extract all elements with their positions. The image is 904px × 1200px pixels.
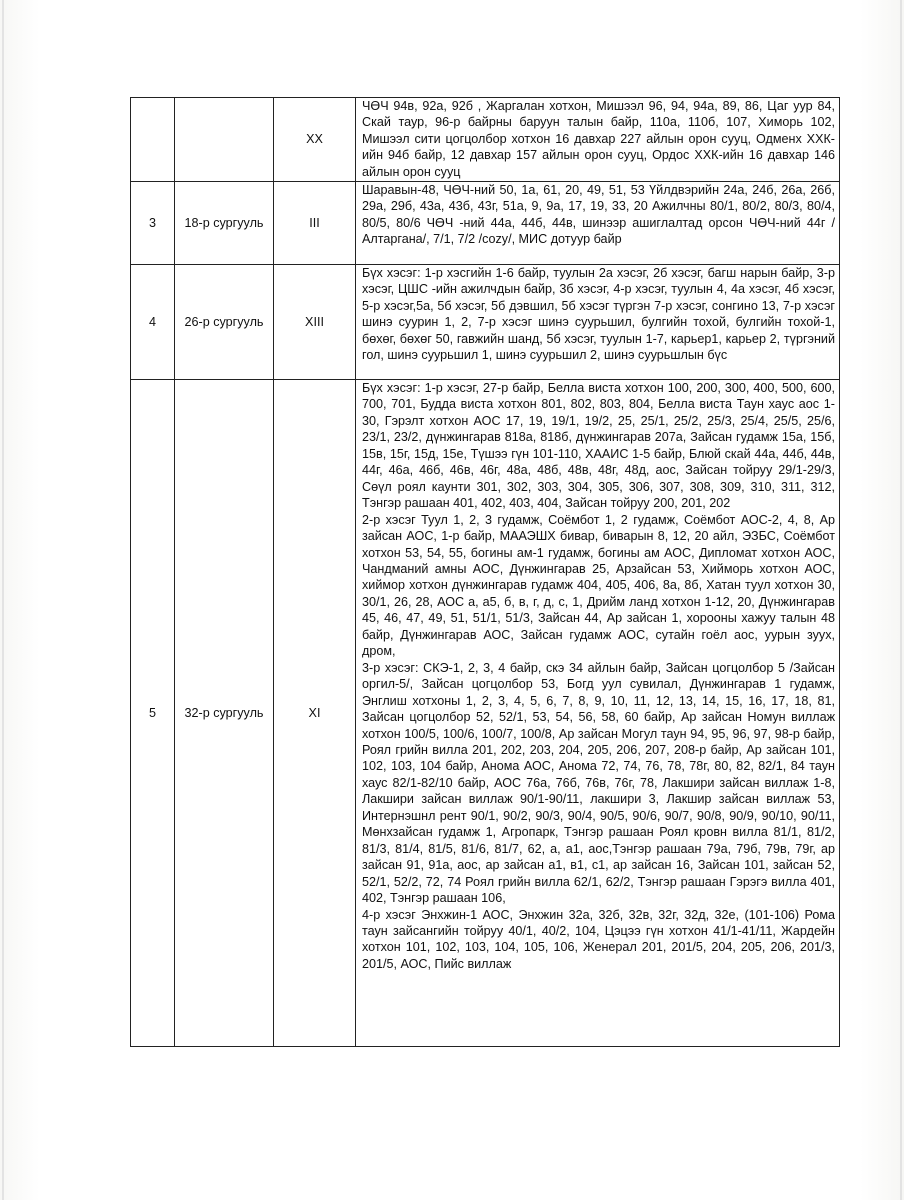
school-name: 26-р сургууль (175, 265, 274, 380)
district-numeral: XI (274, 380, 356, 1047)
service-area-text: 2-р хэсэг Туул 1, 2, 3 гудамж, Соёмбот 1, 2 гудамж, Соёмбот АОС-2, 4, 8, Ар зайсан АОС, 1-р байр, МААЭШХ бивар, биварын 8, 12, 20 айл, ЭЗБС, Соёмбот хотхон 53, 54, 55, богины ам-1 гудамж, богины ам АОС, Дипломат хотхон АОС, Чандманий амны АОС, Дүнжингарав 25, Арзайсан 53, Хийморь хотхон АОС, хиймор хотхон дүнжингарав гудамж 404, 405, 406, 8а, 8б, Хатан туул хотхон 30, 30/1, 26, 28, АОС а, а5, б, в, г, д, с, 1, Дрийм ланд хотхон 1-12, 20, Дүнжингарав 45, 46, 47, 49, 51, 51/1, 51/3, Зайсан 44, Ар зайсан 1, хорооны хажуу талын 48 байр, Дүнжингарав АОС, Зайсан гудамж АОС, сутайн гоёл аос, уурын зуух, дром, (362, 512, 835, 659)
district-numeral: III (274, 182, 356, 265)
district-numeral: XIII (274, 265, 356, 380)
row-number: 4 (131, 265, 175, 380)
table-row (131, 265, 840, 380)
scan-edge-right (900, 0, 902, 1200)
scan-edge-left (2, 0, 4, 1200)
service-area-text: Шаравын-48, ЧӨЧ-ний 50, 1а, 61, 20, 49, 51, 53 Үйлдвэрийн 24а, 24б, 26а, 26б, 29а, 29б, 43а, 43б, 43г, 51а, 9, 9а, 17, 19, 33, 20 Ажилчны 80/1, 80/2, 80/3, 80/4, 80/5, 80/6 ЧӨЧ -ний 44а, 44б, 44в, шинээр ашиглалтад орсон ЧӨЧ-ний 44г /Алтаргана/, 7/1, 7/2 /cozy/, МИС дотуур байр (362, 183, 835, 247)
service-area-text: Бүх хэсэг: 1-р хэсгийн 1-6 байр, туулын 2а хэсэг, 2б хэсэг, багш нарын байр, 3-р хэсэг, ЦШС -ийн ажилчдын байр, 3б хэсэг, 4-р хэсэг, туулын 4, 4а хэсэг, 4б хэсэг, 5-р хэсэг,5а, 5б хэсэг, 5б дэвшил, 5б хэсэг түргэн 7-р хэсэг, сонгино 13, 7-р хэсэг шинэ суурин 1, 2, 7-р хэсэг шинэ суурьшил, булгийн тохой, булгийн тохой-1, бөхөг, бөхөг 50, гавжийн шанд, 5б хэсэг, туулын 1-7, карьер1, карьер 2, түргэний гол, шинэ суурьшил 1, шинэ суурьшил 2, шинэ суурьшлын бүс (362, 266, 835, 363)
service-area-cell (356, 98, 840, 182)
service-area-cell (356, 380, 840, 1047)
table-row (131, 182, 840, 265)
row-number (131, 98, 175, 182)
service-area-text: 4-р хэсэг Энхжин-1 АОС, Энхжин 32а, 32б, 32в, 32г, 32д, 32е, (101-106) Рома таун зайсангийн тойруу 40/1, 40/2, 104, Цэцээ гүн хотхон 41/1-41/11, Жардейн хотхон 101, 102, 103, 104, 105, 106, Женерал 201, 201/5, 204, 205, 206, 201/3, 201/5, АОС, Пийс виллаж (362, 907, 835, 971)
school-district-table (130, 97, 840, 1047)
service-area-text: 3-р хэсэг: СКЭ-1, 2, 3, 4 байр, скэ 34 айлын байр, Зайсан цогцолбор 5 /Зайсан оргил-5/, Зайсан цогцолбор 53, Богд уул сувилал, Дүнжингарав 1 гудамж, Энглиш хотхоны 1, 2, 3, 4, 5, 6, 7, 8, 9, 10, 11, 12, 13, 14, 15, 16, 17, 18, 81, Зайсан цогцолбор 52, 52/1, 53, 54, 56, 58, 60 байр, Ар зайсан Номун виллаж хотхон 100/5, 100/6, 100/7, 100/8, Ар зайсан Могул таун 94, 95, 96, 97, 98-р байр, Роял грийн вилла 201, 202, 203, 204, 205, 206, 207, 208-р байр, Ар зайсан 101, 102, 103, 104 байр, Анома АОС, Анома 72, 74, 76, 78, 78г, 80, 82, 82/1, 84 таун хаус 82/1-82/10 байр, АОС 76а, 76б, 76в, 76г, 78, Лакшири зайсан виллаж 1-8, Лакшири зайсан виллаж 90/1-90/11, лакшири 3, Лакшир зайсан виллаж 53, Интернэшнл рент 90/1, 90/2, 90/3, 90/4, 90/5, 90/6, 90/7, 90/8, 90/9, 90/10, 90/11, Мөнхзайсан гудамж 1, Агропарк, Тэнгэр рашаан Роял кровн вилла 81/1, 81/2, 81/3, 81/4, 81/5, 81/6, 81/7, 62, а, а1, аос,Тэнгэр рашаан 79а, 79б, 79в, 79г, ар зайсан 91, 91а, аос, ар зайсан а1, в1, с1, ар зайсан 16, Зайсан 101, зайсан 52, 52/1, 52/2, 72, 74 Роял грийн вилла 62/1, 62/2, Тэнгэр рашаан Гэрэгэ вилла 401, 402, Тэнгэр рашаан 106, (362, 660, 835, 906)
service-area-text: Бүх хэсэг: 1-р хэсэг, 27-р байр, Белла виста хотхон 100, 200, 300, 400, 500, 600, 700, 701, Будда виста хотхон 801, 802, 803, 804, Белла виста Таун хаус аос 1-30, Гэрэлт хотхон АОС 17, 19, 19/1, 19/2, 25, 25/1, 25/2, 25/3, 25/4, 25/5, 25/6, 23/1, 23/2, дүнжингарав 818а, 818б, дүнжингарав 207а, Зайсан гудамж 15а, 15б, 15в, 15г, 15д, 15е, Түшээ гүн 101-110, ХААИС 1-5 байр, Блюй скай 44а, 44б, 44в, 44г, 46а, 46б, 46в, 46г, 48а, 48б, 48в, 48г, 48д, аос, Зайсан тойруу 29/1-29/3, Сөүл роял каунти 301, 302, 303, 304, 305, 306, 307, 308, 309, 310, 311, 312, Тэнгэр рашаан 401, 402, 403, 404, Зайсан тойруу 200, 201, 202 (362, 381, 835, 511)
service-area-cell (356, 265, 840, 380)
table-row (131, 98, 840, 182)
service-area-text: ЧӨЧ 94в, 92а, 92б , Жаргалан хотхон, Мишээл 96, 94, 94а, 89, 86, Цаг уур 84, Скай таур, 96-р байрны баруун талын байр, 110а, 110б, 107, Химорь 102, Мишээл сити цогцолбор хотхон 16 давхар 227 айлын орон сууц, Одменх ХХК-ийн 94б байр, 12 давхар 157 айлын орон сууц, Ордос ХХК-ийн 16 давхар 146 айлын орон сууц (362, 99, 835, 179)
row-number: 3 (131, 182, 175, 265)
table-row (131, 380, 840, 1047)
row-number: 5 (131, 380, 175, 1047)
service-area-cell (356, 182, 840, 265)
school-name (175, 98, 274, 182)
school-name: 18-р сургууль (175, 182, 274, 265)
district-numeral: XX (274, 98, 356, 182)
school-name: 32-р сургууль (175, 380, 274, 1047)
